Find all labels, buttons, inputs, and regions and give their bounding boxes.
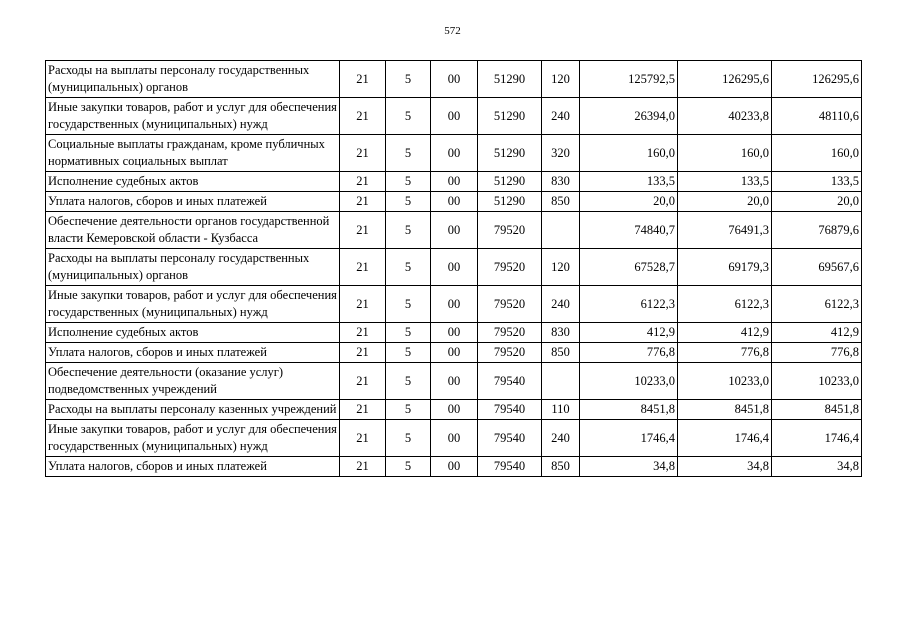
expense-name-cell: Обеспечение деятельности (оказание услуг) подведомственных учреждений <box>46 363 340 400</box>
amount-cell: 126295,6 <box>772 61 862 98</box>
amount-cell: 76491,3 <box>678 212 772 249</box>
amount-cell: 160,0 <box>678 135 772 172</box>
table-body <box>46 61 862 477</box>
table-row <box>46 323 862 343</box>
amount-cell: 34,8 <box>580 457 678 477</box>
amount-cell: 776,8 <box>678 343 772 363</box>
code-cell: 5 <box>386 420 431 457</box>
code-cell: 5 <box>386 323 431 343</box>
amount-cell: 776,8 <box>580 343 678 363</box>
code-cell: 21 <box>340 98 386 135</box>
code-cell: 21 <box>340 135 386 172</box>
code-cell: 00 <box>431 400 478 420</box>
code-cell: 21 <box>340 172 386 192</box>
amount-cell: 133,5 <box>580 172 678 192</box>
amount-cell: 1746,4 <box>772 420 862 457</box>
code-cell: 5 <box>386 135 431 172</box>
code-cell: 21 <box>340 249 386 286</box>
expense-name-cell: Расходы на выплаты персоналу государственных (муниципальных) органов <box>46 249 340 286</box>
code-cell: 5 <box>386 172 431 192</box>
amount-cell: 776,8 <box>772 343 862 363</box>
table-row <box>46 343 862 363</box>
code-cell: 00 <box>431 363 478 400</box>
table-row <box>46 400 862 420</box>
budget-table <box>45 60 862 477</box>
code-cell: 5 <box>386 61 431 98</box>
amount-cell: 6122,3 <box>772 286 862 323</box>
amount-cell: 412,9 <box>580 323 678 343</box>
amount-cell: 40233,8 <box>678 98 772 135</box>
amount-cell: 160,0 <box>580 135 678 172</box>
expense-name-cell: Иные закупки товаров, работ и услуг для обеспечения государственных (муниципальных) нужд <box>46 98 340 135</box>
code-cell: 5 <box>386 343 431 363</box>
amount-cell: 133,5 <box>678 172 772 192</box>
code-cell: 00 <box>431 61 478 98</box>
expense-type-cell: 240 <box>542 98 580 135</box>
amount-cell: 1746,4 <box>580 420 678 457</box>
code-cell: 5 <box>386 212 431 249</box>
expense-type-cell: 850 <box>542 192 580 212</box>
amount-cell: 48110,6 <box>772 98 862 135</box>
expense-type-cell: 850 <box>542 343 580 363</box>
code-cell: 79520 <box>478 323 542 343</box>
amount-cell: 76879,6 <box>772 212 862 249</box>
amount-cell: 26394,0 <box>580 98 678 135</box>
table-row <box>46 363 862 400</box>
code-cell: 00 <box>431 172 478 192</box>
amount-cell: 20,0 <box>580 192 678 212</box>
expense-type-cell: 110 <box>542 400 580 420</box>
code-cell: 21 <box>340 343 386 363</box>
code-cell: 79540 <box>478 400 542 420</box>
expense-name-cell: Расходы на выплаты персоналу казенных учреждений <box>46 400 340 420</box>
code-cell: 79540 <box>478 420 542 457</box>
amount-cell: 412,9 <box>772 323 862 343</box>
amount-cell: 20,0 <box>678 192 772 212</box>
amount-cell: 10233,0 <box>580 363 678 400</box>
table-row <box>46 249 862 286</box>
expense-name-cell: Исполнение судебных актов <box>46 172 340 192</box>
amount-cell: 6122,3 <box>678 286 772 323</box>
table-row <box>46 192 862 212</box>
amount-cell: 412,9 <box>678 323 772 343</box>
amount-cell: 125792,5 <box>580 61 678 98</box>
amount-cell: 10233,0 <box>678 363 772 400</box>
code-cell: 79520 <box>478 249 542 286</box>
amount-cell: 8451,8 <box>678 400 772 420</box>
expense-type-cell: 850 <box>542 457 580 477</box>
table-row <box>46 98 862 135</box>
amount-cell: 6122,3 <box>580 286 678 323</box>
code-cell: 21 <box>340 400 386 420</box>
expense-type-cell: 240 <box>542 420 580 457</box>
code-cell: 5 <box>386 192 431 212</box>
amount-cell: 1746,4 <box>678 420 772 457</box>
table-row <box>46 172 862 192</box>
table-row <box>46 420 862 457</box>
code-cell: 21 <box>340 192 386 212</box>
expense-type-cell: 240 <box>542 286 580 323</box>
expense-name-cell: Социальные выплаты гражданам, кроме публичных нормативных социальных выплат <box>46 135 340 172</box>
expense-type-cell: 830 <box>542 323 580 343</box>
code-cell: 51290 <box>478 61 542 98</box>
code-cell: 00 <box>431 286 478 323</box>
page-number: 572 <box>444 25 461 37</box>
code-cell: 00 <box>431 457 478 477</box>
code-cell: 00 <box>431 192 478 212</box>
code-cell: 00 <box>431 420 478 457</box>
amount-cell: 20,0 <box>772 192 862 212</box>
code-cell: 5 <box>386 400 431 420</box>
table-row <box>46 212 862 249</box>
code-cell: 5 <box>386 457 431 477</box>
code-cell: 21 <box>340 323 386 343</box>
code-cell: 00 <box>431 212 478 249</box>
expense-name-cell: Исполнение судебных актов <box>46 323 340 343</box>
expense-type-cell <box>542 212 580 249</box>
code-cell: 51290 <box>478 172 542 192</box>
table-row <box>46 61 862 98</box>
code-cell: 79520 <box>478 286 542 323</box>
expense-name-cell: Обеспечение деятельности органов государственной власти Кемеровской области - Кузбасса <box>46 212 340 249</box>
code-cell: 21 <box>340 61 386 98</box>
code-cell: 21 <box>340 420 386 457</box>
expense-name-cell: Уплата налогов, сборов и иных платежей <box>46 343 340 363</box>
code-cell: 79540 <box>478 363 542 400</box>
amount-cell: 8451,8 <box>772 400 862 420</box>
code-cell: 79520 <box>478 212 542 249</box>
expense-type-cell <box>542 363 580 400</box>
amount-cell: 10233,0 <box>772 363 862 400</box>
code-cell: 51290 <box>478 192 542 212</box>
amount-cell: 126295,6 <box>678 61 772 98</box>
expense-type-cell: 320 <box>542 135 580 172</box>
code-cell: 00 <box>431 249 478 286</box>
expense-type-cell: 830 <box>542 172 580 192</box>
code-cell: 51290 <box>478 135 542 172</box>
code-cell: 5 <box>386 363 431 400</box>
amount-cell: 160,0 <box>772 135 862 172</box>
amount-cell: 67528,7 <box>580 249 678 286</box>
code-cell: 5 <box>386 286 431 323</box>
amount-cell: 69567,6 <box>772 249 862 286</box>
table-row <box>46 457 862 477</box>
code-cell: 21 <box>340 286 386 323</box>
expense-type-cell: 120 <box>542 249 580 286</box>
code-cell: 00 <box>431 98 478 135</box>
amount-cell: 74840,7 <box>580 212 678 249</box>
code-cell: 5 <box>386 249 431 286</box>
code-cell: 21 <box>340 457 386 477</box>
code-cell: 21 <box>340 363 386 400</box>
code-cell: 21 <box>340 212 386 249</box>
amount-cell: 8451,8 <box>580 400 678 420</box>
amount-cell: 34,8 <box>772 457 862 477</box>
code-cell: 00 <box>431 135 478 172</box>
expense-name-cell: Иные закупки товаров, работ и услуг для обеспечения государственных (муниципальных) нужд <box>46 420 340 457</box>
amount-cell: 69179,3 <box>678 249 772 286</box>
expense-name-cell: Иные закупки товаров, работ и услуг для обеспечения государственных (муниципальных) нужд <box>46 286 340 323</box>
code-cell: 5 <box>386 98 431 135</box>
expense-name-cell: Уплата налогов, сборов и иных платежей <box>46 457 340 477</box>
expense-name-cell: Расходы на выплаты персоналу государственных (муниципальных) органов <box>46 61 340 98</box>
expense-name-cell: Уплата налогов, сборов и иных платежей <box>46 192 340 212</box>
code-cell: 79540 <box>478 457 542 477</box>
code-cell: 51290 <box>478 98 542 135</box>
code-cell: 79520 <box>478 343 542 363</box>
table-row <box>46 135 862 172</box>
amount-cell: 133,5 <box>772 172 862 192</box>
code-cell: 00 <box>431 323 478 343</box>
expense-type-cell: 120 <box>542 61 580 98</box>
table-row <box>46 286 862 323</box>
code-cell: 00 <box>431 343 478 363</box>
amount-cell: 34,8 <box>678 457 772 477</box>
